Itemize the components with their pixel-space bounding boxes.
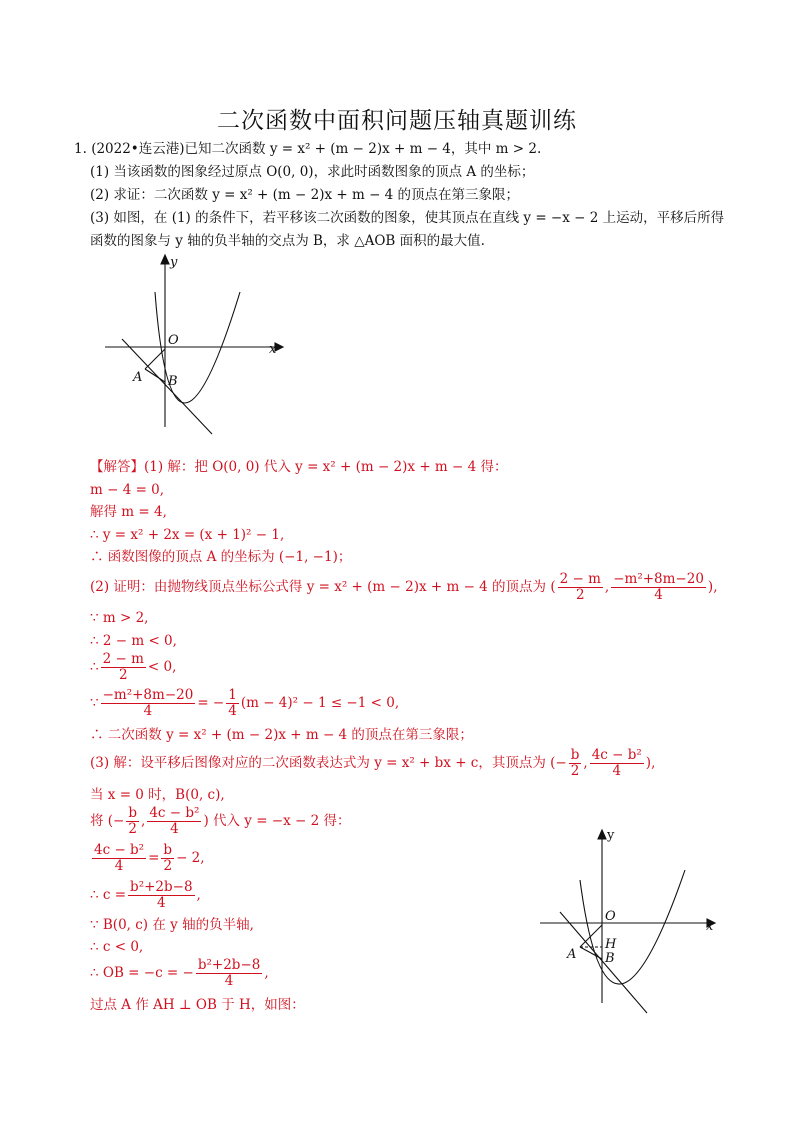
fraction: [590, 748, 644, 779]
fraction: [558, 572, 603, 603]
solution-line-12-text-b: ),: [645, 755, 656, 771]
solution-line-10-text-a: ∵: [90, 695, 99, 711]
fig1-o-label: O: [168, 333, 179, 348]
solution-line-3: 解得 m = 4,: [90, 504, 167, 520]
solution-line-5: ∴ 函数图像的顶点 A 的坐标为 (−1, −1)；: [90, 549, 352, 565]
fig1-x-label: x: [269, 342, 277, 357]
solution-line-8: ∴ 2 − m < 0,: [90, 633, 177, 649]
solution-line-11: ∴ 二次函数 y = x² + (m − 2)x + m − 4 的顶点在第三象限；: [90, 727, 473, 743]
separator: ,: [141, 813, 146, 829]
fraction-denominator: 4: [228, 703, 237, 719]
solution-line-10-text-c: (m − 4)² − 1 ≤ −1 < 0,: [240, 695, 400, 711]
solution-line-10-text-b: = −: [197, 695, 225, 711]
fraction-numerator: −m²+8m−20: [613, 571, 704, 587]
fig1-y-label: y: [170, 255, 178, 270]
fraction-denominator: 4: [157, 895, 166, 911]
fraction-numerator: b: [570, 747, 580, 763]
solution-line-13: 当 x = 0 时，B(0, c),: [90, 787, 225, 803]
solution-line-6: [90, 572, 717, 603]
fraction-numerator: 4c − b²: [94, 842, 145, 858]
solution-line-20: 过点 A 作 AH ⊥ OB 于 H，如图：: [90, 997, 305, 1013]
question-intro-text: (2022•连云港)已知二次函数 y = x² + (m − 2)x + m − 4，其中 m > 2.: [91, 141, 542, 157]
fraction-denominator: 4: [224, 973, 234, 989]
solution-line-6-text-b: ),: [707, 579, 718, 595]
fraction: [126, 806, 139, 837]
question-part1: (1) 当该函数的图象经过原点 O(0, 0)，求此时函数图象的顶点 A 的坐标；: [90, 164, 535, 180]
solution-line-1: 【解答】(1) 解：把 O(0, 0) 代入 y = x² + (m − 2)x + m − 4 得：: [90, 459, 508, 475]
fraction: [611, 572, 706, 603]
fig1-a-label: A: [133, 370, 143, 385]
fraction-numerator: −m²+8m−20: [102, 687, 194, 703]
question-number: 1.: [74, 141, 87, 157]
solution-line-16-text-b: ,: [196, 887, 201, 903]
fig1-b-label: B: [168, 374, 178, 389]
fig2-y-label: y: [607, 828, 615, 843]
solution-line-15-text-b: − 2,: [176, 850, 205, 866]
fraction: [569, 748, 582, 779]
fig2-a-label: A: [567, 947, 577, 962]
solution-line-14-text-a: 将 (−: [90, 813, 125, 829]
fraction-numerator: b: [128, 805, 138, 821]
segment-ao: [145, 349, 165, 369]
segment-ab: [145, 369, 165, 382]
fraction-numerator: 1: [228, 687, 237, 703]
fraction-numerator: 2 − m: [102, 651, 144, 667]
fraction-numerator: 2 − m: [559, 571, 601, 587]
solution-line-19-text-a: ∴ OB = −c = −: [90, 965, 194, 981]
solution-line-16: [90, 880, 201, 911]
line-y-neg-x-minus-2: [560, 912, 647, 1013]
solution-line-17: ∵ B(0, c) 在 y 轴的负半轴,: [90, 917, 254, 933]
fraction-denominator: 4: [612, 763, 622, 779]
solution-line-10: [90, 688, 399, 719]
fraction-denominator: 2: [575, 587, 585, 603]
parabola-curve: [580, 870, 685, 984]
fig2-h-label: H: [605, 937, 617, 952]
solution-line-9-text-b: < 0,: [147, 659, 177, 675]
solution-line-6-text-a: (2) 证明：由抛物线顶点坐标公式得 y = x² + (m − 2)x + m − 4 的顶点为 (: [90, 579, 556, 595]
solution-line-9: [90, 652, 176, 683]
fig2-b-label: B: [605, 951, 615, 966]
y-axis-arrow: [598, 830, 606, 839]
fraction: [196, 958, 263, 989]
solution-line-19: [90, 958, 269, 989]
fraction: [161, 843, 174, 874]
solution-line-18: ∴ c < 0,: [90, 939, 144, 955]
fraction-numerator: b: [163, 842, 173, 858]
solution-line-12: [90, 748, 655, 779]
fraction-denominator: 2: [570, 763, 580, 779]
fraction: [128, 880, 195, 911]
solution-line-14-text-b: ) 代入 y = −x − 2 得：: [203, 813, 351, 829]
figure-parabola-2: [535, 825, 725, 1025]
fraction-denominator: 2: [128, 821, 137, 837]
fraction-denominator: 2: [163, 858, 173, 874]
fraction-numerator: b²+2b−8: [130, 879, 193, 895]
fraction-numerator: 4c − b²: [591, 747, 642, 763]
question-part3-line1: (3) 如图，在 (1) 的条件下，若平移该二次函数的图象，使其顶点在直线 y = −x − 2 上运动，平移后所得: [90, 210, 725, 226]
separator: ,: [604, 579, 610, 595]
separator: ,: [583, 755, 588, 771]
fraction-denominator: 4: [170, 821, 179, 837]
figure-parabola-1: [100, 252, 285, 452]
solution-line-2: m − 4 = 0,: [90, 482, 165, 498]
fraction: [226, 688, 239, 719]
solution-line-12-text-a: (3) 解：设平移后图像对应的二次函数表达式为 y = x² + bx + c，其顶点为 (−: [90, 755, 567, 771]
fraction: [92, 843, 146, 874]
fraction-numerator: 4c − b²: [149, 805, 200, 821]
segment-ao: [580, 925, 602, 947]
solution-line-15-text-a: =: [148, 850, 160, 866]
fig2-o-label: O: [605, 909, 616, 924]
fig2-x-label: x: [706, 919, 714, 934]
page-title: 二次函数中面积问题压轴真题训练: [217, 108, 577, 134]
fraction-denominator: 4: [114, 858, 124, 874]
solution-line-14: [90, 806, 351, 837]
question-part3-line2: 函数的图象与 y 轴的负半轴的交点为 B，求 △AOB 面积的最大值.: [90, 233, 485, 249]
fraction: [101, 652, 146, 683]
question-part2: (2) 求证：二次函数 y = x² + (m − 2)x + m − 4 的顶点在第三象限；: [90, 187, 520, 203]
solution-line-16-text-a: ∴ c =: [90, 887, 127, 903]
fraction-numerator: b²+2b−8: [197, 957, 261, 973]
question-intro: [74, 140, 541, 158]
solution-line-7: ∵ m > 2,: [90, 610, 149, 626]
fraction-denominator: 2: [118, 667, 128, 683]
y-axis-arrow: [161, 255, 169, 264]
fraction: [101, 688, 196, 719]
solution-line-4: ∴ y = x² + 2x = (x + 1)² − 1,: [90, 527, 285, 543]
solution-line-15: [90, 843, 205, 874]
fraction: [147, 806, 201, 837]
solution-line-19-text-b: ,: [264, 965, 269, 981]
fraction-denominator: 4: [143, 703, 153, 719]
solution-line-9-text-a: ∴: [90, 659, 99, 675]
fraction-denominator: 4: [654, 587, 663, 603]
line-y-neg-x-minus-2: [122, 339, 212, 434]
